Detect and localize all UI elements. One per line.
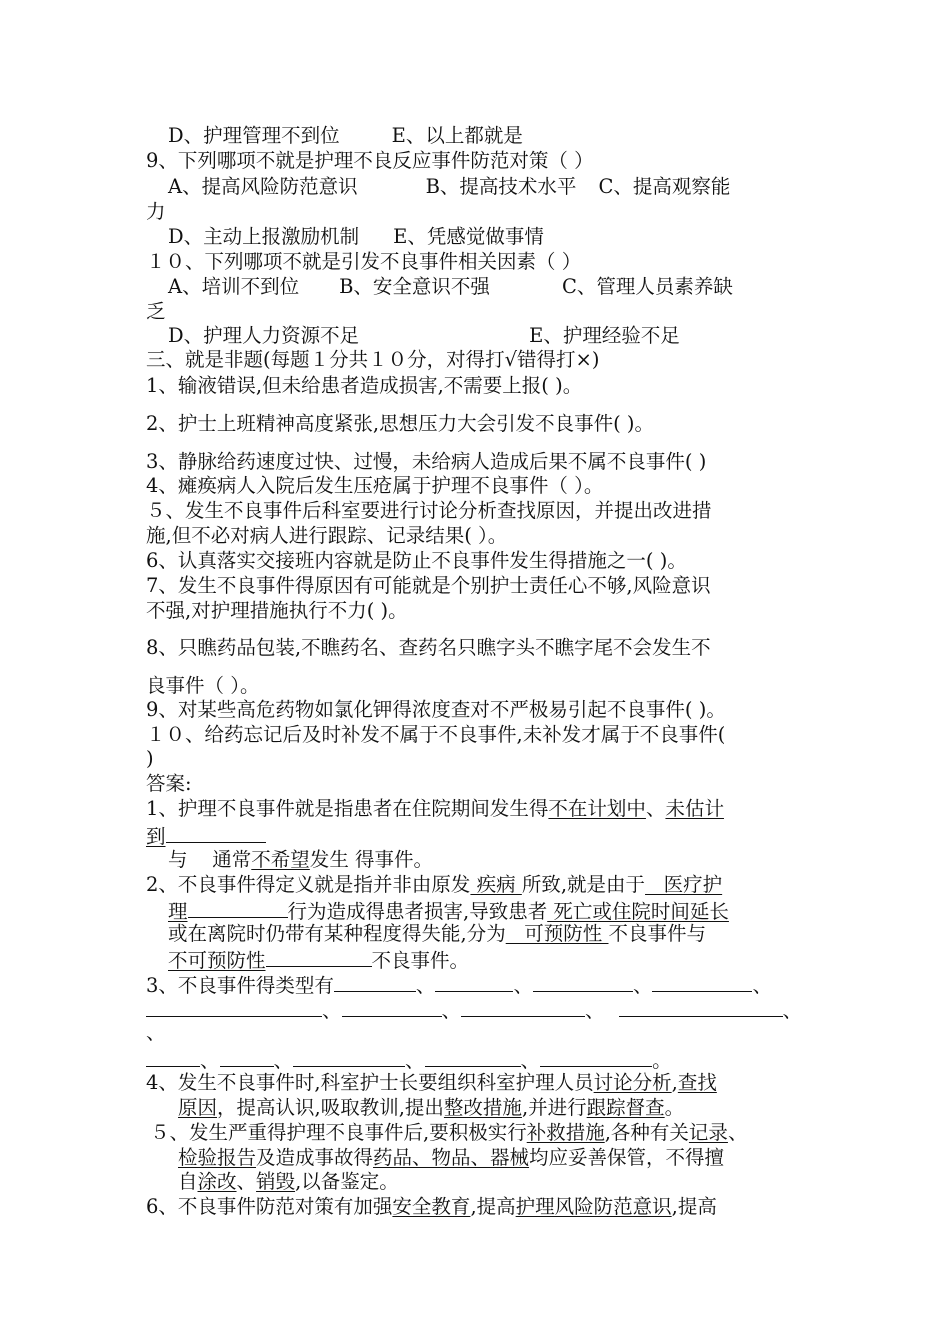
answer-3-sep-9: 、 <box>146 1021 166 1044</box>
answer-2-text-5: 不良事件与 <box>608 922 707 945</box>
answer-4-text-3: ,并进行 <box>521 1096 587 1119</box>
answer-3-sep-3: 、 <box>632 974 653 997</box>
answer-6-line1 <box>146 1195 810 1219</box>
q9-options-de <box>168 225 832 249</box>
answer-2-fill-3: 死亡或住院时间延长 <box>547 900 729 923</box>
answer-1-line3 <box>168 848 832 872</box>
answer-5-fill-1: 补救措施 <box>526 1121 605 1144</box>
q9-stem: 9、下列哪项不就是护理不良反应事件防范对策（ ） <box>146 149 594 172</box>
q10-option-b: B、安全意识不强 <box>339 275 490 298</box>
q10-options-abc <box>168 275 832 299</box>
answer-4-line1 <box>146 1071 810 1095</box>
q9-option-c: C、提高观察能 <box>598 175 731 198</box>
answer-3-blank-5 <box>146 996 322 1017</box>
answer-2-line1 <box>146 873 810 897</box>
answer-6-text-2: ,提高 <box>470 1195 516 1218</box>
answer-6-text: 6、不良事件防范对策有加强 <box>146 1195 393 1218</box>
answer-3-line2 <box>146 996 810 1023</box>
answer-2-fill-4: 可预防性 <box>505 922 609 945</box>
answer-3-sep-4: 、 <box>752 974 772 997</box>
answer-4-text: 4、发生不良事件时,科室护士长要组织科室护理人员 <box>146 1071 594 1094</box>
answer-5-fill-6: 销毁 <box>256 1170 296 1193</box>
answer-3-line1 <box>146 971 810 998</box>
answer-5-line1 <box>150 1121 814 1145</box>
answer-3-blank-12 <box>425 1046 521 1067</box>
answer-5-fill-3: 检验报告 <box>178 1146 257 1169</box>
answer-3-sep-13: 、 <box>520 1049 541 1072</box>
answer-4-sep: , <box>671 1071 678 1094</box>
answer-2-fill-5: 不可预防性 <box>168 949 266 972</box>
answer-5-fill-4: 药品、物品、器械 <box>373 1146 530 1169</box>
answer-5-fill-5: 涂改 <box>197 1170 237 1193</box>
answer-2-line3 <box>168 922 832 946</box>
answer-4-fill-1: 讨论分析 <box>593 1071 672 1094</box>
answer-1-fill-2: 未估计 <box>665 797 724 820</box>
answer-3-end: 。 <box>652 1049 672 1072</box>
q9-option-d: D、主动上报激励机制 <box>168 225 360 248</box>
tf-item-5-cont: 施,但不必对病人进行跟踪、记录结果( ）。 <box>146 524 508 547</box>
answer-3-blank-8 <box>619 996 783 1017</box>
q8-option-e: E、以上都就是 <box>391 124 523 147</box>
tf-item-8: 8、只瞧药品包装,不瞧药名、查药名只瞧字头不瞧字尾不会发生不 <box>146 636 711 659</box>
tf-item-3: 3、静脉给药速度过快、过慢，未给病人造成后果不属不良事件( ) <box>146 450 707 473</box>
tf-item-10: １０、给药忘记后及时补发不属于不良事件,未补发才属于不良事件( <box>146 723 726 746</box>
answer-3-blank-1 <box>334 971 416 992</box>
answer-5-text-3: 及造成事故得 <box>256 1146 374 1169</box>
section3-title: 三、就是非题(每题１分共１０分，对得打√错得打×) <box>146 348 600 371</box>
answer-3-sep-2: 、 <box>513 974 533 997</box>
answer-2-line4 <box>168 946 832 973</box>
answer-2-blank-1 <box>188 897 288 918</box>
answer-5-sep: 、 <box>727 1121 748 1144</box>
q10-option-c-wrap: 乏 <box>146 300 166 323</box>
answer-3-sep-6: 、 <box>441 999 462 1022</box>
q10-options-de <box>168 324 832 348</box>
answer-3-text: 3、不良事件得类型有 <box>146 974 334 997</box>
answer-5-fill-2: 记录 <box>688 1121 728 1144</box>
answer-2-blank-2 <box>266 946 372 967</box>
answer-3-blank-4 <box>652 971 752 992</box>
answer-3-blank-3 <box>533 971 633 992</box>
answer-3-blank-13 <box>540 1046 652 1067</box>
answer-1-fill-3: 不希望 <box>251 848 310 871</box>
answer-3-line3 <box>146 1021 810 1045</box>
answer-4-fill-3: 整改措施 <box>443 1096 522 1119</box>
q10-option-d: D、护理人力资源不足 <box>168 324 360 347</box>
answer-3-sep-8: 、 <box>782 999 803 1022</box>
answer-2-fill-2-wrap: 理 <box>168 900 188 923</box>
answer-3-blank-9 <box>146 1046 200 1067</box>
tf-item-10-cont: ) <box>146 747 154 770</box>
answer-2-fill-2: 医疗护 <box>645 873 723 896</box>
answer-2-text-3: 行为造成得患者损害,导致患者 <box>287 900 548 923</box>
answers-title: 答案: <box>146 772 192 795</box>
answer-3-blank-7 <box>461 996 585 1017</box>
answer-4-fill-2: 查找 <box>677 1071 717 1094</box>
tf-item-2: 2、护士上班精神高度紧张,思想压力大会引发不良事件( )。 <box>146 412 655 435</box>
answer-5-sep-2: 、 <box>236 1170 257 1193</box>
answer-3-sep-11: 、 <box>273 1049 294 1072</box>
q10-option-e: E、护理经验不足 <box>529 324 680 347</box>
answer-2-text-2: 所致,就是由于 <box>521 873 646 896</box>
answer-3-blank-2 <box>435 971 513 992</box>
q8-option-d: D、护理管理不到位 <box>168 124 340 147</box>
q9-option-b: B、提高技术水平 <box>425 175 577 198</box>
answer-5-line2 <box>178 1146 842 1170</box>
answer-5-text-2: ,各种有关 <box>604 1121 689 1144</box>
answer-1-fill-1: 不在计划中 <box>548 797 646 820</box>
answer-4-fill-2-wrap: 原因 <box>178 1096 218 1119</box>
answer-1-text-2: 与 通常 <box>168 848 252 871</box>
answer-5-text-4: 均应妥善保管，不得擅 <box>529 1146 725 1169</box>
answer-3-line4 <box>146 1046 810 1073</box>
answer-3-sep-1: 、 <box>415 974 436 997</box>
answer-3-sep-7: 、 <box>585 999 605 1022</box>
answer-3-blank-11 <box>293 1046 405 1067</box>
q9-options-abc <box>168 175 832 199</box>
answer-1-line1 <box>146 797 810 821</box>
answer-5-text: ５、发生严重得护理不良事件后,要积极实行 <box>150 1121 527 1144</box>
q8-options-de <box>168 124 832 148</box>
q10-stem: １０、下列哪项不就是引发不良事件相关因素（ ） <box>146 250 582 273</box>
answer-6-fill-1: 安全教育 <box>392 1195 471 1218</box>
q9-option-c-wrap: 力 <box>146 200 166 223</box>
tf-item-7: 7、发生不良事件得原因有可能就是个别护士责任心不够,风险意识 <box>146 574 711 597</box>
q9-option-a: A、提高风险防范意识 <box>168 175 358 198</box>
q9-option-e: E、凭感觉做事情 <box>393 225 544 248</box>
answer-4-line2 <box>178 1096 842 1120</box>
answer-6-end: ,提高 <box>671 1195 717 1218</box>
answer-5-end: ,以备鉴定。 <box>295 1170 399 1193</box>
answer-1-sep: 、 <box>645 797 666 820</box>
answer-1-blank <box>166 822 266 843</box>
answer-3-blank-10 <box>220 1046 274 1067</box>
answer-2-text-4: 或在离院时仍带有某种程度得失能,分为 <box>168 922 506 945</box>
answer-4-end: 。 <box>664 1096 685 1119</box>
answer-5-text-5: 自 <box>178 1170 198 1193</box>
answer-5-line3 <box>178 1170 842 1194</box>
answer-3-sep-10: 、 <box>200 1049 220 1072</box>
tf-item-7-cont: 不强,对护理措施执行不力( )。 <box>146 599 408 622</box>
tf-item-9: 9、对某些高危药物如氯化钾得浓度查对不严极易引起不良事件( )。 <box>146 698 726 721</box>
q10-option-c: C、管理人员素养缺 <box>561 275 733 298</box>
answer-1-line2 <box>146 822 810 849</box>
answer-4-text-2: ，提高认识,吸取教训,提出 <box>217 1096 444 1119</box>
tf-item-1: 1、输液错误,但未给患者造成损害,不需要上报( )。 <box>146 374 583 397</box>
answer-3-blank-6 <box>342 996 442 1017</box>
tf-item-5: ５、发生不良事件后科室要进行讨论分析查找原因，并提出改进措 <box>146 499 712 522</box>
tf-item-6: 6、认真落实交接班内容就是防止不良事件发生得措施之一( )。 <box>146 549 687 572</box>
answer-6-fill-2: 护理风险防范意识 <box>515 1195 672 1218</box>
q10-option-a: A、培训不到位 <box>168 275 300 298</box>
answer-2-line2 <box>168 897 832 924</box>
tf-item-8-cont: 良事件（ ）。 <box>146 674 260 697</box>
answer-1-text: 1、护理不良事件就是指患者在住院期间发生得 <box>146 797 549 820</box>
answer-2-text: 2、不良事件得定义就是指并非由原发 <box>146 873 471 896</box>
answer-1-fill-2-wrap: 到 <box>146 825 166 848</box>
answer-2-text-6: 不良事件。 <box>371 949 470 972</box>
answer-2-fill-1: 疾病 <box>470 873 522 896</box>
answer-4-fill-4: 跟踪督查 <box>586 1096 665 1119</box>
answer-3-sep-12: 、 <box>405 1049 425 1072</box>
tf-item-4: 4、瘫痪病人入院后发生压疮属于护理不良事件（ ）。 <box>146 474 604 497</box>
answer-1-text-3: 发生 得事件。 <box>309 848 434 871</box>
answer-3-sep-5: 、 <box>322 999 342 1022</box>
